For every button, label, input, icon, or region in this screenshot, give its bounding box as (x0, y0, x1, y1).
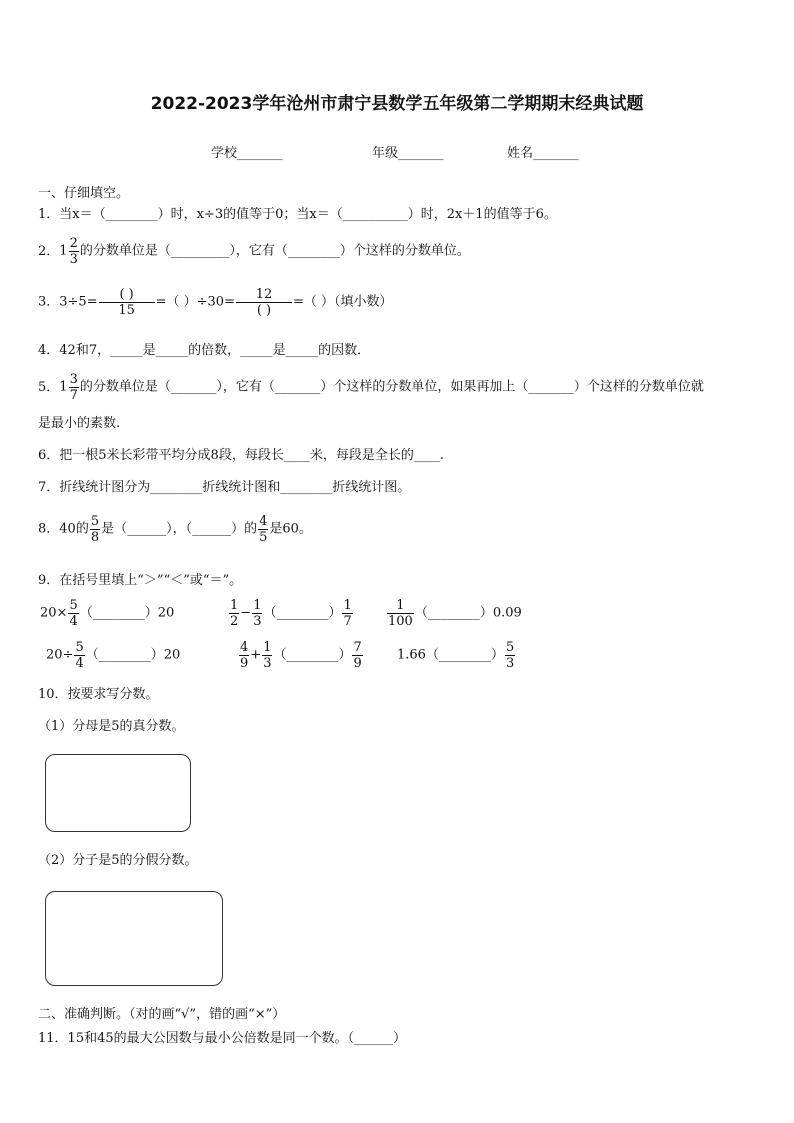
page-title: 2022-2023学年沧州市肃宁县数学五年级第二学期期末经典试题 (150, 94, 644, 114)
numerator: 2 (69, 236, 78, 251)
numerator: 1 (263, 640, 272, 655)
question-4: 4．42和7，_____是_____的倍数，_____是_____的因数． (38, 343, 371, 358)
mixed-number (59, 372, 80, 403)
question-text: 的分数单位是（_________），它有（________）个这样的分数单位。 (79, 243, 470, 259)
blank-text: （________） (425, 647, 504, 663)
question-text: 3．3÷5= (38, 294, 98, 310)
blank-text: （________） (273, 647, 352, 663)
fraction (68, 598, 78, 629)
denominator: 7 (69, 388, 78, 403)
numerator: 7 (353, 640, 362, 655)
denominator: 5 (259, 530, 268, 545)
numerator: 12 (255, 287, 273, 302)
mixed-number (59, 236, 80, 267)
q9-item-4 (46, 640, 180, 671)
numerator: ( ) (119, 287, 134, 302)
fraction (236, 287, 292, 318)
denominator: 100 (388, 614, 413, 629)
numerator: 4 (259, 514, 268, 529)
fraction (342, 598, 352, 629)
q9-item-1 (40, 598, 174, 629)
answer-box-1[interactable] (45, 754, 191, 832)
numerator: 1 (396, 598, 405, 613)
fraction (387, 598, 414, 629)
q9-item-3 (386, 598, 522, 629)
numerator: 5 (505, 640, 515, 655)
fraction (252, 598, 262, 629)
question-3 (38, 287, 393, 318)
question-5 (38, 372, 704, 403)
question-text: 是60。 (269, 521, 312, 537)
question-7: 7．折线统计图分为________折线统计图和________折线统计图。 (38, 480, 411, 495)
question-5-continued: 是最小的素数. (38, 416, 121, 431)
denominator: 2 (230, 614, 239, 629)
grade-field: 年级_______ (372, 146, 444, 161)
question-text: =（ ）（填小数） (292, 294, 393, 310)
question-text: 8．40的 (38, 521, 89, 537)
expression-text: 20× (40, 605, 68, 621)
school-field: 学校_______ (211, 146, 283, 161)
denominator: 3 (253, 614, 262, 629)
q9-item-2 (228, 598, 354, 629)
numerator: 5 (75, 640, 84, 655)
fraction (69, 236, 79, 267)
expression-text: 20÷ (46, 647, 74, 663)
denominator: 8 (90, 530, 100, 545)
question-number: 2． (38, 244, 60, 259)
fraction (90, 514, 100, 545)
numerator: 1 (230, 598, 239, 613)
fraction (258, 514, 268, 545)
question-1: 1．当x＝（________）时，x÷3的值等于0；当x＝（__________）时，2x＋1的值等于6。 (38, 207, 557, 222)
question-10: 10．按要求写分数。 (38, 687, 159, 702)
expression-text: 1.66 (397, 647, 426, 663)
section-heading-2: 二、准确判断。（对的画“√”，错的画“×”） (38, 1007, 286, 1022)
question-9: 9．在括号里填上“＞”“＜”或“＝”。 (38, 573, 243, 588)
blank-text: （________）20 (85, 647, 181, 663)
denominator: 7 (343, 614, 352, 629)
name-field: 姓名_______ (507, 146, 579, 161)
denominator: 4 (75, 656, 84, 671)
operator: − (240, 605, 252, 621)
numerator: 1 (253, 598, 262, 613)
numerator: 1 (343, 598, 352, 613)
numerator: 3 (69, 372, 78, 387)
q9-item-5 (238, 640, 364, 671)
blank-text: （________）0.09 (414, 605, 522, 621)
blank-text: （________）20 (79, 605, 175, 621)
question-text: 是（______），（______）的 (101, 521, 258, 537)
question-11: 11．15和45的最大公因数与最小公倍数是同一个数。（______） (38, 1031, 407, 1046)
numerator: 5 (69, 598, 78, 613)
question-number: 5． (38, 380, 60, 395)
numerator: 5 (90, 514, 100, 529)
denominator: 15 (99, 302, 155, 318)
question-10-part-2: （2）分子是5的分假分数。 (38, 853, 198, 868)
question-text: =（ ）÷30= (155, 294, 235, 310)
numerator: 4 (240, 640, 249, 655)
denominator: 3 (69, 252, 78, 267)
whole-part: 1 (59, 243, 68, 259)
question-6: 6．把一根5米长彩带平均分成8段，每段长____米，每段是全长的____. (38, 448, 444, 463)
fraction (352, 640, 362, 671)
question-10-part-1: （1）分母是5的真分数。 (38, 719, 185, 734)
blank-text: （________） (263, 605, 342, 621)
denominator: 3 (505, 656, 515, 671)
denominator: 3 (263, 656, 272, 671)
whole-part: 1 (59, 379, 68, 395)
q9-item-6 (397, 640, 516, 671)
fraction (69, 372, 79, 403)
fraction (239, 640, 249, 671)
fraction (229, 598, 239, 629)
denominator: ( ) (236, 302, 292, 318)
question-8 (38, 514, 312, 545)
section-heading-1: 一、仔细填空。 (38, 186, 130, 201)
fraction (74, 640, 84, 671)
fraction (262, 640, 272, 671)
fraction (99, 287, 155, 318)
question-text: 的分数单位是（_______），它有（_______）个这样的分数单位，如果再加上（_______）个这样的分数单位就 (79, 379, 704, 395)
operator: + (250, 647, 262, 663)
denominator: 4 (69, 614, 78, 629)
answer-box-2[interactable] (45, 891, 223, 986)
question-2 (38, 236, 470, 267)
fraction (505, 640, 515, 671)
denominator: 9 (240, 656, 249, 671)
denominator: 9 (353, 656, 362, 671)
